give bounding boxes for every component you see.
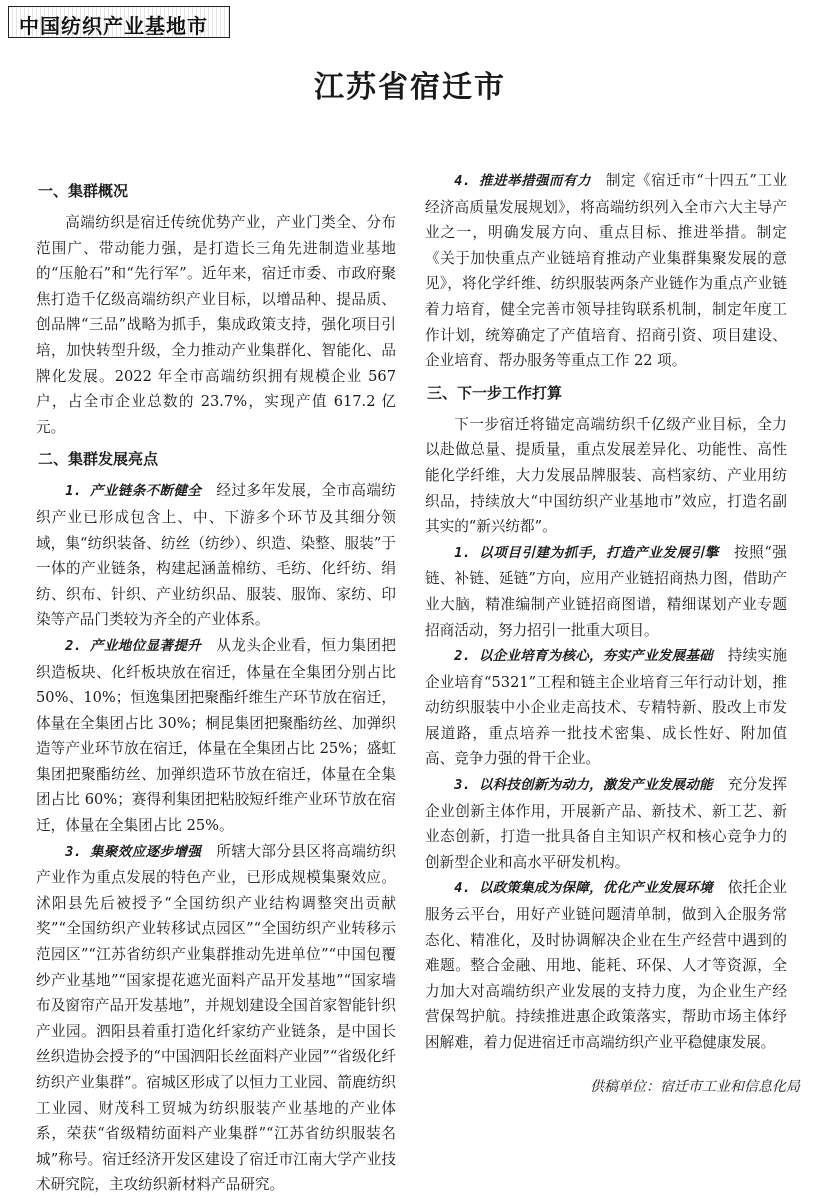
next-step-text-1: 按照“强链、补链、延链”方向，应用产业链招商热力图，借助产业大脑，精准编制产业链招商图谱，精细谋划产业专题招商活动，努力招引一批重大项目。 — [425, 543, 787, 639]
next-step-lead-3: 3. 以科技创新为动力，激发产业发展动能 — [454, 777, 713, 794]
next-step-paragraph-3 — [425, 772, 787, 875]
highlight-paragraph-2 — [36, 633, 396, 839]
highlight-lead-3: 3. 集聚效应逐步增强 — [65, 843, 202, 860]
next-step-paragraph-2 — [425, 643, 787, 772]
right-column — [425, 168, 787, 1056]
highlight-text-2: 从龙头企业看，恒力集团把织造板块、化纤板块放在宿迁，体量在全集团分别占比 50%、10%；恒逸集团把聚酯纤维生产环节放在宿迁，体量在全集团占比 30%；桐昆集团把聚酯纺丝、加弹织造等产业环节放在宿迁，体量在全集团占比 25%；盛虹集团把聚酯纺丝、加弹织造环节放在宿迁，体量在全集团占比 60%；赛得利集团把粘胶短纤维产业环节放在宿迁，体量在全集团占比 25%。 — [36, 636, 396, 835]
section-title-highlights: 二、集群发展亮点 — [38, 450, 159, 469]
next-step-text-3: 充分发挥企业创新主体作用，开展新产品、新技术、新工艺、新业态创新，打造一批具备自主知识产权和核心竞争力的创新型企业和高水平研发机构。 — [425, 776, 787, 871]
next-step-paragraph-1 — [425, 540, 787, 643]
highlight-paragraph-4 — [425, 168, 787, 374]
overview-paragraph: 高端纺织是宿迁传统优势产业，产业门类全、分布范围广、带动能力强，是打造长三角先进制造业基地的“压舱石”和“先行军”。近年来，宿迁市委、市政府聚焦打造千亿级高端纺织产业目标，以增品种、提品质、创品牌“三品”战略为抓手，集成政策支持，强化项目引培，加快转型升级，全力推动产业集群化、智能化、品牌化发展。2022 年全市高端纺织拥有规模企业 567 户，占全市企业总数的 23.7%，实现产值 617.2 亿元。 — [36, 214, 396, 436]
next-step-paragraph-4 — [425, 875, 787, 1055]
highlight-lead-2: 2. 产业地位显著提升 — [65, 637, 202, 654]
contributor-credit: 供稿单位：宿迁市工业和信息化局 — [590, 1079, 800, 1095]
section-title-overview: 一、集群概况 — [38, 182, 129, 200]
highlight-lead-4: 4. 推进举措强而有力 — [454, 173, 591, 189]
highlight-paragraph-3 — [36, 839, 396, 1198]
highlight-text-3: 所辖大部分县区将高端纺织产业作为重点发展的特色产业，已形成规模集聚效应。沭阳县先后被授予“全国纺织产业结构调整突出贡献奖”“全国纺织产业转移试点园区”“全国纺织产业转移示范园区”“江苏省纺织产业集群推动先进单位”“中国包覆纱产业基地”“国家提花遮光面料产品开发基地”“国家墙布及窗帘产品开发基地”，并规划建设全国首家智能针织产业园。泗阳县着重打造化纤家纺产业链条，是中国长丝织造协会授予的“中国泗阳长丝面料产业园”“省级化纤纺织产业集群”。宿城区形成了以恒力工业园、箭鹿纺织工业园、财茂科工贸城为纺织服装产业基地的产业体系，荣获“省级精纺面料产业集群”“江苏省纺织服装名城”称号。宿迁经济开发区建设了宿迁市江南大学产业技术研究院，主攻纺织新材料产品研究。 — [36, 842, 396, 1194]
highlight-paragraph-1 — [36, 478, 396, 633]
highlight-text-1: 经过多年发展，全市高端纺织产业已形成包含上、中、下游多个环节及其细分领域，集“纺织装备、纺丝（纺纱）、织造、染整、服装”于一体的产业链条，构建起涵盖棉纺、毛纺、化纤纺、绢纺、织布、针织、产业纺织品、服装、服饰、家纺、印染等产品门类较为齐全的产业体系。 — [36, 482, 396, 629]
column-tag — [8, 6, 230, 38]
left-column — [36, 178, 396, 1198]
next-step-text-4: 依托企业服务云平台，用好产业链问题清单制，做到入企服务常态化、精准化，及时协调解决企业在生产经营中遇到的难题。整合金融、用地、能耗、环保、人才等资源，全力加大对高端纺织产业发展的支持力度，为企业生产经营保驾护航。持续推进惠企政策落实，帮助市场主体纾困解难，着力促进宿迁市高端纺织产业平稳健康发展。 — [425, 879, 787, 1051]
highlight-text-4: 制定《宿迁市“十四五”工业经济高质量发展规划》，将高端纺织列入全市六大主导产业之一，明确发展方向、重点目标、推进举措。制定《关于加快重点产业链培育推动产业集群集聚发展的意见》，将化学纤维、纺织服装两条产业链作为重点产业链着力培育，健全完善市领导挂钩联系机制，制定年度工作计划，统筹确定了产值培育、招商引资、项目建设、企业培育、帮办服务等重点工作 22 项。 — [425, 172, 787, 370]
next-step-lead-4: 4. 以政策集成为保障，优化产业发展环境 — [454, 880, 713, 897]
next-steps-intro: 下一步宿迁将锚定高端纺织千亿级产业目标，全力以赴做总量、提质量，重点发展差异化、功能性、高性能化学纤维，大力发展品牌服装、高档家纺、产业用纺织品，持续放大“中国纺织产业基地市”效应，打造名副其实的“新兴纺都”。 — [425, 415, 787, 536]
next-step-text-2: 持续实施企业培育“5321”工程和链主企业培育三年行动计划，推动纺织服装中小企业走高技术、专精特新、股改上市发展道路，重点培养一批技术密集、成长性好、附加值高、竞争力强的骨干企业。 — [425, 647, 787, 768]
next-step-lead-2: 2. 以企业培育为核心，夯实产业发展基础 — [454, 648, 713, 665]
next-step-lead-1: 1. 以项目引建为抓手，打造产业发展引擎 — [454, 544, 719, 561]
page-title: 江苏省宿迁市 — [314, 70, 506, 105]
column-tag-text: 中国纺织产业基地市 — [19, 14, 208, 38]
highlight-lead-1: 1. 产业链条不断健全 — [65, 483, 202, 500]
section-title-next-steps: 三、下一步工作打算 — [427, 383, 563, 402]
